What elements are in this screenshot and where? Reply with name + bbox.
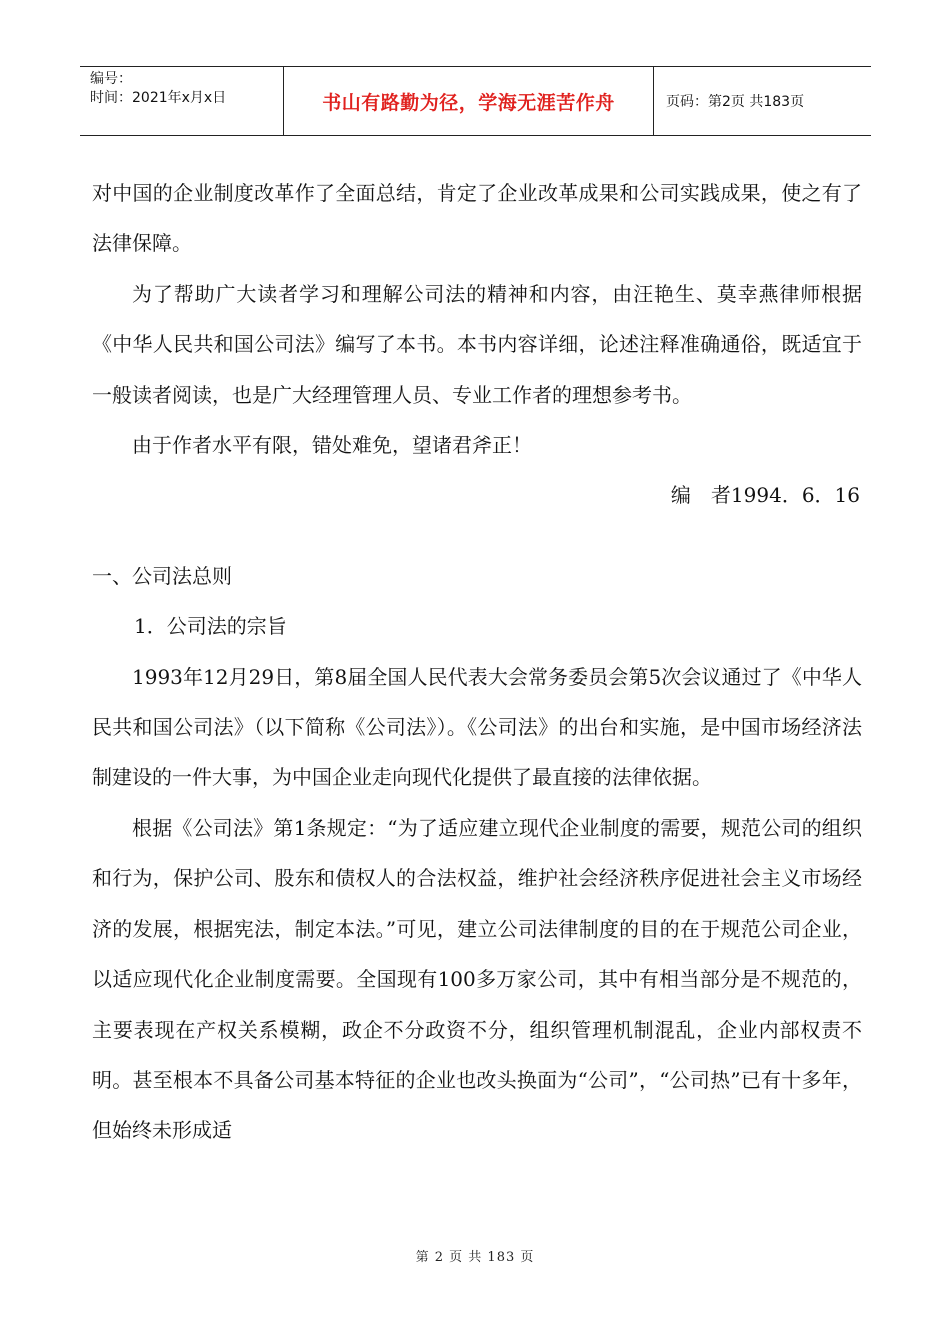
subsection-heading: 1．公司法的宗旨	[134, 614, 287, 639]
page-footer: 第 2 页 共 183 页	[415, 1250, 535, 1265]
paragraph: 对中国的企业制度改革作了全面总结，肯定了企业改革成果和公司实践成果，使之有了法律保障。	[92, 181, 862, 256]
spacer	[92, 521, 862, 551]
document-time: 时间：2021年x月x日	[90, 90, 227, 106]
section-heading: 一、公司法总则	[92, 563, 232, 588]
author-signature: 编 者1994．6．16	[670, 483, 860, 508]
page-header	[80, 66, 871, 136]
paragraph: 为了帮助广大读者学习和理解公司法的精神和内容，由汪艳生、莫幸燕律师根据《中华人民共和国公司法》编写了本书。本书内容详细，论述注释准确通俗，既适宜于一般读者阅读，也是广大经理管理人员、专业工作者的理想参考书。	[92, 281, 862, 407]
header-meta	[80, 67, 284, 135]
paragraph: 1993年12月29日，第8届全国人民代表大会常务委员会第5次会议通过了《中华人民共和国公司法》（以下简称《公司法》）。《公司法》的出台和实施，是中国市场经济法制建设的一件大事，为中国企业走向现代化提供了最直接的法律依据。	[92, 664, 862, 790]
paragraph: 根据《公司法》第1条规定：“为了适应建立现代企业制度的需要，规范公司的组织和行为，保护公司、股东和债权人的合法权益，维护社会经济秩序促进社会主义市场经济的发展，根据宪法，制定本法。”可见，建立公司法律制度的目的在于规范公司企业，以适应现代化企业制度需要。全国现有100多万家公司，其中有相当部分是不规范的，主要表现在产权关系模糊，政企不分政资不分，组织管理机制混乱，企业内部权责不明。甚至根本不具备公司基本特征的企业也改头换面为“公司”，“公司热”已有十多年，但始终未形成适	[92, 815, 862, 1143]
paragraph: 由于作者水平有限，错处难免，望诸君斧正！	[132, 433, 532, 458]
document-body	[92, 168, 862, 1156]
header-page-info: 页码：第2页 共183页	[666, 94, 805, 110]
header-motto: 书山有路勤为径，学海无涯苦作舟	[284, 67, 654, 135]
document-number: 编号：	[90, 71, 132, 87]
